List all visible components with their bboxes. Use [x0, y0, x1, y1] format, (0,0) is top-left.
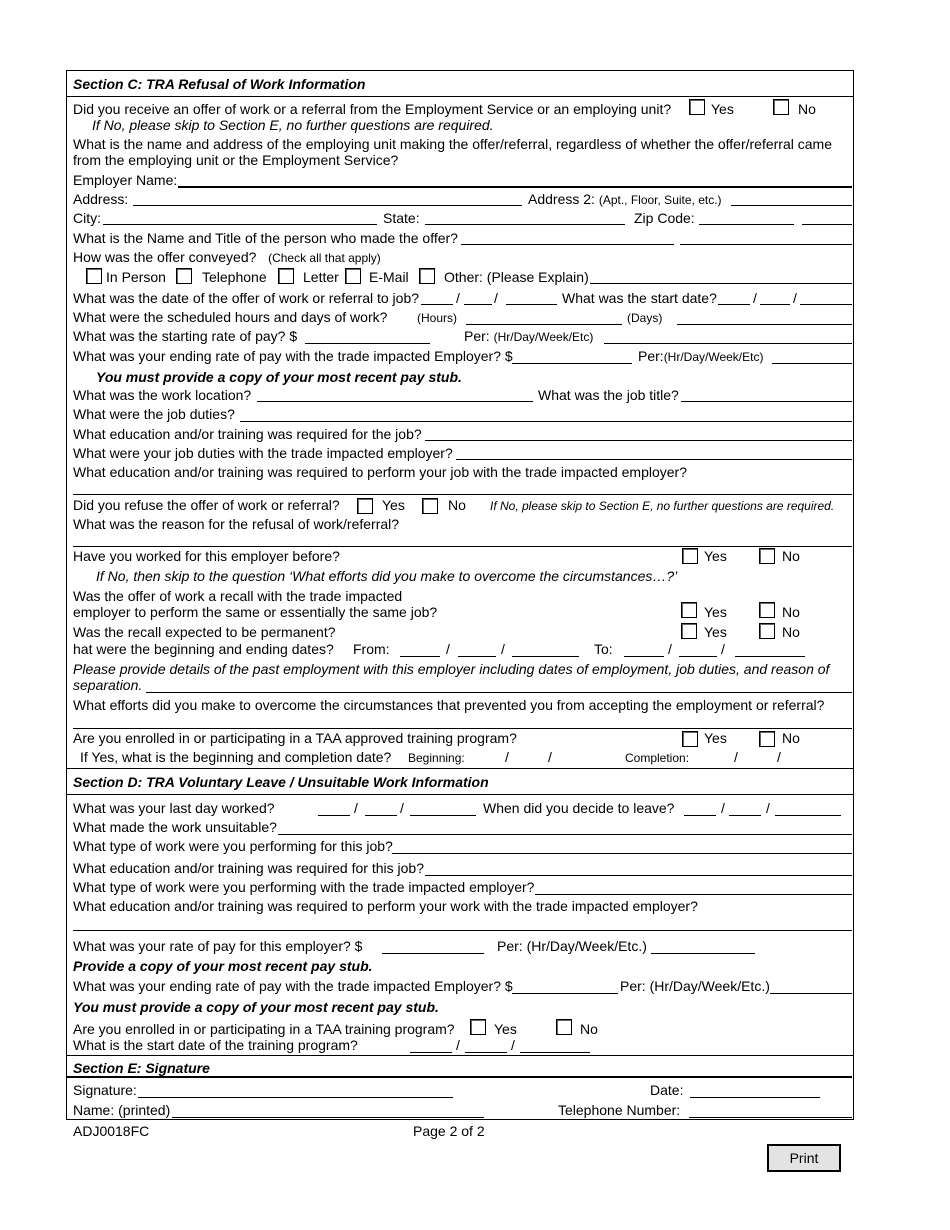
edu-trade-d-field[interactable] — [73, 930, 852, 931]
q-worked-before: Have you worked for this employer before? — [73, 548, 340, 564]
city-label: City: — [73, 210, 101, 226]
job-title-field[interactable] — [681, 401, 852, 402]
offer-no-checkbox[interactable] — [773, 99, 789, 115]
address-field[interactable] — [133, 205, 522, 206]
worked-no-checkbox[interactable] — [759, 548, 775, 564]
stub-note-d: Provide a copy of your most recent pay stub. — [73, 958, 373, 974]
skip-note: If No, please skip to Section E, no further questions are required. — [92, 117, 494, 133]
q-taa: Are you enrolled in or participating in a TAA approved training program? — [73, 730, 517, 746]
ending-rate-per-field[interactable] — [772, 363, 852, 364]
divider — [66, 768, 854, 769]
q-start-rate: What was the starting rate of pay? $ — [73, 328, 298, 344]
to-month-field[interactable] — [624, 656, 664, 657]
duties-field[interactable] — [240, 421, 852, 422]
q-edu-trade-d: What education and/or training was required to perform your work with the trade impacted employer? — [73, 898, 698, 914]
q-date-offer: What was the date of the offer of work or referral to job? — [73, 290, 420, 306]
from-year-field[interactable] — [512, 656, 579, 657]
q-rate: What was your rate of pay for this employer? $ — [73, 938, 363, 954]
taa-d-yes-checkbox[interactable] — [470, 1019, 486, 1035]
signature-field[interactable] — [138, 1097, 453, 1098]
q-unsuitable: What made the work unsuitable? — [73, 819, 277, 835]
q-efforts: What efforts did you make to overcome the circumstances that prevented you from accepting the employment or referral? — [73, 697, 825, 713]
past-details-1: Please provide details of the past employment with this employer including dates of employment, job duties, and reason of — [73, 661, 830, 677]
q-edu-job: What education and/or training was required for this job? — [73, 860, 424, 876]
taa-d-no-checkbox[interactable] — [556, 1019, 572, 1035]
recall-yes-label: Yes — [704, 604, 727, 620]
q-reason: What was the reason for the refusal of work/referral? — [73, 516, 400, 532]
past-details-2: separation. — [73, 677, 143, 693]
past-details-field[interactable] — [146, 692, 852, 693]
email-checkbox[interactable] — [345, 268, 361, 284]
name-printed-label: Name: (printed) — [73, 1102, 171, 1118]
rate-per-field[interactable] — [651, 953, 755, 954]
pay-stub-note: You must provide a copy of your most recent pay stub. — [96, 369, 462, 385]
last-day-year-field[interactable] — [410, 815, 476, 816]
permanent-no-label: No — [782, 624, 800, 640]
q-decide: When did you decide to leave? — [483, 800, 675, 816]
print-button[interactable]: Print — [767, 1144, 841, 1172]
q-hours: What were the scheduled hours and days of work? — [73, 309, 388, 325]
permanent-yes-checkbox[interactable] — [681, 623, 697, 639]
form-id: ADJ0018FC — [73, 1123, 150, 1139]
section-e-title: Section E: Signature — [73, 1060, 210, 1076]
per-label-d: Per: (Hr/Day/Week/Etc.) — [497, 938, 647, 954]
letter-label: Letter — [303, 269, 339, 285]
training-day-field[interactable] — [465, 1052, 507, 1053]
offer-yes-label: Yes — [711, 101, 734, 117]
name-printed-field[interactable] — [172, 1117, 484, 1118]
q-type-work: What type of work were you performing for this job? — [73, 838, 393, 854]
to-label: To: — [594, 641, 613, 657]
days-field[interactable] — [677, 324, 852, 325]
q-ending-rate-d: What was your ending rate of pay with the trade impacted Employer? $ — [73, 978, 513, 994]
training-year-field[interactable] — [520, 1052, 590, 1053]
beginning-label: Beginning: — [408, 751, 465, 765]
q-edu: What education and/or training was required for the job? — [73, 426, 422, 442]
to-day-field[interactable] — [679, 656, 717, 657]
refuse-yes-checkbox[interactable] — [357, 498, 373, 514]
address-label: Address: — [73, 191, 129, 207]
in-person-label: In Person — [106, 269, 166, 285]
q-start-date: What was the start date? — [562, 290, 717, 306]
taa-d-no-label: No — [580, 1021, 598, 1037]
address2-label: Address 2: (Apt., Floor, Suite, etc.) — [528, 191, 722, 207]
per-label-2: Per:(Hr/Day/Week/Etc) — [638, 348, 764, 364]
zip-label: Zip Code: — [634, 210, 695, 226]
person-name-field[interactable] — [461, 244, 674, 245]
telephone-field[interactable] — [689, 1117, 852, 1118]
refuse-note: If No, please skip to Section E, no further questions are required. — [490, 499, 835, 513]
start-rate-field[interactable] — [305, 343, 430, 344]
taa-yes-label: Yes — [704, 730, 727, 746]
in-person-checkbox[interactable] — [86, 268, 102, 284]
state-label: State: — [383, 210, 420, 226]
q-permanent: Was the recall expected to be permanent? — [73, 624, 336, 640]
edu-job-field[interactable] — [425, 875, 852, 876]
recall-no-label: No — [782, 604, 800, 620]
duties-trade-field[interactable] — [456, 459, 852, 460]
reason-field[interactable] — [73, 546, 852, 547]
start-rate-per-field[interactable] — [604, 343, 852, 344]
last-day-day-field[interactable] — [365, 815, 397, 816]
recall-no-checkbox[interactable] — [759, 602, 775, 618]
offer-year-field[interactable] — [506, 304, 557, 305]
q-start-d: What is the start date of the training program? — [73, 1037, 358, 1053]
other-label: Other: (Please Explain) — [444, 269, 589, 285]
telephone-checkbox[interactable] — [176, 268, 192, 284]
page-number: Page 2 of 2 — [413, 1123, 485, 1139]
q-refuse: Did you refuse the offer of work or referral? — [73, 497, 340, 513]
q-job-title: What was the job title? — [538, 387, 679, 403]
letter-checkbox[interactable] — [278, 268, 294, 284]
offer-day-field[interactable] — [464, 304, 492, 305]
training-month-field[interactable] — [410, 1052, 452, 1053]
zip-ext-field[interactable] — [802, 224, 852, 225]
worked-note: If No, then skip to the question ‘What efforts did you make to overcome the circumstances…?’ — [96, 568, 678, 584]
rate-field[interactable] — [382, 953, 484, 954]
refuse-no-label: No — [448, 497, 466, 513]
q-ending-rate: What was your ending rate of pay with the trade impacted Employer? $ — [73, 348, 513, 364]
telephone-label-e: Telephone Number: — [558, 1102, 681, 1118]
city-field[interactable] — [103, 224, 377, 225]
efforts-field[interactable] — [73, 728, 852, 729]
q-duties-trade: What were your job duties with the trade impacted employer? — [73, 445, 453, 461]
address2-field[interactable] — [731, 205, 852, 206]
date-label: Date: — [650, 1082, 684, 1098]
to-year-field[interactable] — [735, 656, 805, 657]
ending-rate-d-field[interactable] — [512, 993, 618, 994]
from-month-field[interactable] — [400, 656, 440, 657]
worked-yes-checkbox[interactable] — [682, 548, 698, 564]
sign-date-field[interactable] — [690, 1097, 820, 1098]
ending-rate-field[interactable] — [512, 363, 632, 364]
ending-rate-d-per-field[interactable] — [770, 993, 852, 994]
telephone-label: Telephone — [202, 269, 267, 285]
q-location: What was the work location? — [73, 387, 252, 403]
q-name-address: What is the name and address of the employing unit making the offer/referral, regardless of whether the offer/referral came — [73, 136, 832, 152]
divider — [66, 96, 854, 97]
q-conveyed: How was the offer conveyed? (Check all that apply) — [73, 249, 381, 265]
decide-day-field[interactable] — [729, 815, 761, 816]
q-dates: hat were the beginning and ending dates? — [73, 641, 334, 657]
offer-month-field[interactable] — [421, 304, 453, 305]
decide-year-field[interactable] — [775, 815, 841, 816]
stub-note-d2: You must provide a copy of your most recent pay stub. — [73, 999, 439, 1015]
employer-name-field[interactable] — [178, 186, 852, 188]
days-label: (Days) — [627, 311, 663, 325]
type-work-field[interactable] — [392, 853, 852, 854]
state-field[interactable] — [425, 224, 625, 225]
per-label: Per: (Hr/Day/Week/Etc) — [464, 328, 594, 344]
start-month-field[interactable] — [718, 304, 750, 305]
q-edu-trade: What education and/or training was required to perform your job with the trade impacted employer? — [73, 464, 687, 480]
from-day-field[interactable] — [458, 656, 496, 657]
edu-trade-field[interactable] — [73, 494, 852, 495]
edu-field[interactable] — [425, 440, 852, 441]
q-recall-1: Was the offer of work a recall with the trade impacted — [73, 588, 403, 604]
section-c-title: Section C: TRA Refusal of Work Information — [73, 76, 366, 92]
q-last-day: What was your last day worked? — [73, 800, 275, 816]
taa-d-yes-label: Yes — [494, 1021, 517, 1037]
completion-label: Completion: — [625, 751, 690, 765]
q-recall-2: employer to perform the same or essentially the same job? — [73, 604, 438, 620]
person-title-field[interactable] — [680, 244, 852, 245]
q-taa-d: Are you enrolled in or participating in a TAA training program? — [73, 1021, 455, 1037]
start-day-field[interactable] — [760, 304, 790, 305]
location-field[interactable] — [257, 401, 533, 402]
q-offer: Did you receive an offer of work or a referral from the Employment Service or an employing unit? — [73, 101, 672, 117]
taa-yes-checkbox[interactable] — [682, 731, 698, 747]
q-type-trade: What type of work were you performing with the trade impacted employer? — [73, 879, 535, 895]
taa-no-label: No — [782, 730, 800, 746]
section-d-title: Section D: TRA Voluntary Leave / Unsuitable Work Information — [73, 774, 489, 790]
q-name-address-2: from the employing unit or the Employment Service? — [73, 152, 399, 168]
zip-field[interactable] — [699, 224, 794, 225]
unsuitable-field[interactable] — [278, 834, 852, 835]
from-label: From: — [353, 641, 390, 657]
signature-label: Signature: — [73, 1082, 137, 1098]
type-trade-field[interactable] — [535, 894, 852, 895]
start-year-field[interactable] — [800, 304, 852, 305]
worked-yes-label: Yes — [704, 548, 727, 564]
hours-label: (Hours) — [417, 311, 458, 325]
permanent-yes-label: Yes — [704, 624, 727, 640]
refuse-no-checkbox[interactable] — [422, 498, 438, 514]
email-label: E-Mail — [369, 269, 409, 285]
taa-no-checkbox[interactable] — [759, 731, 775, 747]
offer-no-label: No — [798, 101, 816, 117]
worked-no-label: No — [782, 548, 800, 564]
divider — [66, 1076, 852, 1078]
q-taa-dates: If Yes, what is the beginning and completion date? — [80, 749, 392, 765]
other-explain-field[interactable] — [590, 283, 852, 284]
per-label-d2: Per: (Hr/Day/Week/Etc.) — [620, 978, 770, 994]
divider — [66, 794, 854, 795]
q-person: What is the Name and Title of the person who made the offer? — [73, 230, 458, 246]
employer-name-label: Employer Name: — [73, 172, 178, 188]
q-duties: What were the job duties? — [73, 406, 235, 422]
permanent-no-checkbox[interactable] — [759, 623, 775, 639]
refuse-yes-label: Yes — [382, 497, 405, 513]
recall-yes-checkbox[interactable] — [681, 602, 697, 618]
decide-month-field[interactable] — [684, 815, 716, 816]
divider — [66, 1055, 854, 1056]
other-checkbox[interactable] — [419, 268, 435, 284]
offer-yes-checkbox[interactable] — [689, 99, 705, 115]
last-day-month-field[interactable] — [318, 815, 350, 816]
hours-field[interactable] — [466, 324, 622, 325]
